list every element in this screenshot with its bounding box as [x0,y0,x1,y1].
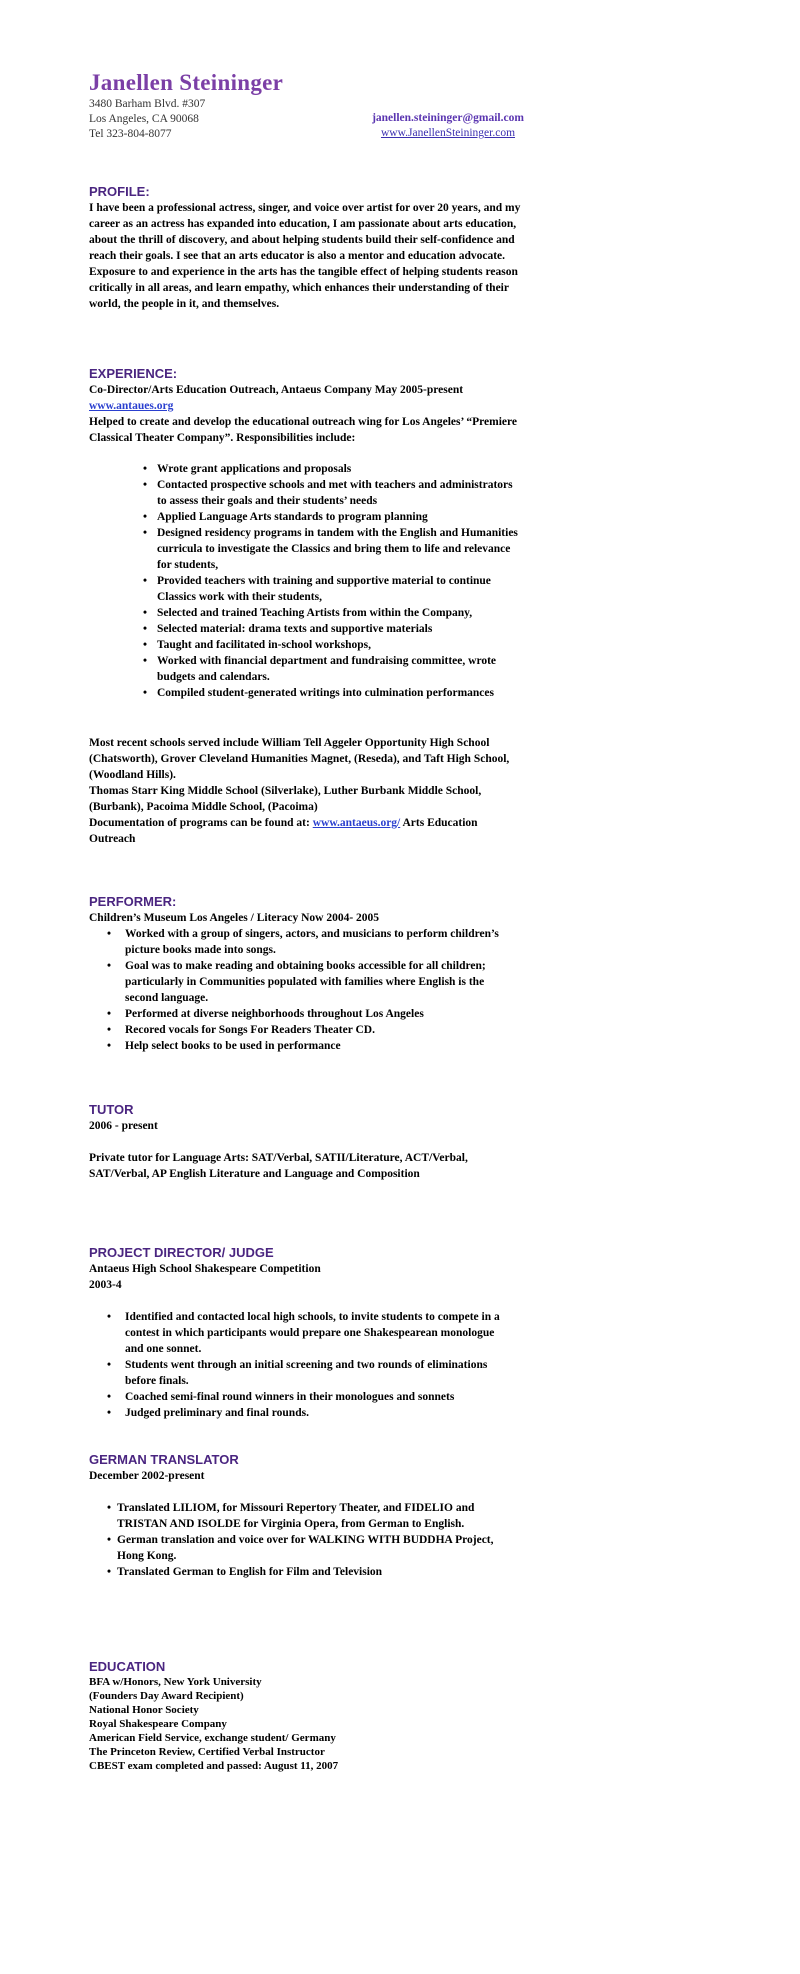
schools-block [89,735,519,847]
translator-block [89,1468,529,1484]
education-line: Royal Shakespeare Company [89,1718,227,1730]
bullet-icon: • [143,527,148,539]
list-item: • Worked with a group of singers, actors, and musicians to perform children’s picture books made into songs. [107,928,499,956]
bullet-icon: • [143,463,148,475]
translator-dates: December 2002-present [89,1470,205,1482]
antaeus-org-link[interactable]: www.antaeus.org/ [312,817,401,829]
performer-role: Children’s Museum Los Angeles / Literacy Now 2004- 2005 [89,912,380,924]
email-link[interactable]: janellen.steininger@gmail.com [372,112,524,124]
tutor-heading: TUTOR [89,1102,134,1117]
experience-heading: EXPERIENCE: [89,366,178,381]
translator-heading: GERMAN TRANSLATOR [89,1452,239,1467]
list-item: • Translated German to English for Film and Television [107,1566,383,1578]
experience-intro: Helped to create and develop the educational outreach wing for Los Angeles’ “Premiere Classical Theater Company”. Responsibilities include: [89,416,518,444]
performer-heading: PERFORMER: [89,894,177,909]
performer-list [107,926,517,1054]
list-item: • Recored vocals for Songs For Readers Theater CD. [107,1024,375,1036]
translator-list [107,1500,507,1580]
profile-heading: PROFILE: [89,184,150,199]
list-item: • German translation and voice over for WALKING WITH BUDDHA Project, Hong Kong. [107,1534,494,1562]
education-line: The Princeton Review, Certified Verbal Instructor [89,1746,325,1758]
bullet-icon: • [143,575,148,587]
bullet-icon: • [143,623,148,635]
education-line: CBEST exam completed and passed: August 11, 2007 [89,1760,339,1772]
education-line: American Field Service, exchange student/ Germany [89,1732,336,1744]
bullet-icon: • [143,479,148,491]
profile-text [89,200,531,312]
bullet-icon: • [107,1391,112,1403]
bullet-icon: • [107,1311,112,1323]
bullet-icon: • [107,1502,112,1514]
project-list [107,1309,507,1421]
bullet-icon: • [143,511,148,523]
antaeus-link[interactable]: www.antaues.org [89,400,174,412]
bullet-icon: • [107,1566,112,1578]
bullet-icon: • [143,655,148,667]
schools-high: Most recent schools served include William Tell Aggeler Opportunity High School (Chatsworth), Grover Cleveland Humanities Magnet, (Reseda), and Taft High School, (Woodland Hills). [89,737,510,781]
bullet-icon: • [107,1359,112,1371]
contact-online-block [363,111,533,141]
list-item: • Performed at diverse neighborhoods throughout Los Angeles [107,1008,424,1020]
list-item: • Students went through an initial screening and two rounds of eliminations before finals. [107,1359,488,1387]
project-block [89,1261,529,1293]
website-link[interactable]: www.JanellenSteininger.com [380,127,516,139]
experience-header-block [89,382,539,446]
tutor-description: Private tutor for Language Arts: SAT/Verbal, SATII/Literature, ACT/Verbal, SAT/Verbal, AP English Literature and Language and Composition [89,1152,468,1180]
list-item: • Judged preliminary and final rounds. [107,1407,309,1419]
list-item: • Provided teachers with training and supportive material to continue Classics work with their students, [143,575,491,603]
list-item: • Applied Language Arts standards to program planning [143,511,428,523]
education-heading: EDUCATION [89,1659,166,1674]
bullet-icon: • [143,639,148,651]
bullet-icon: • [107,928,112,940]
bullet-icon: • [143,687,148,699]
list-item: • Selected material: drama texts and supportive materials [143,623,433,635]
experience-responsibilities-list [143,461,523,701]
education-block [89,1675,529,1773]
list-item: • Help select books to be used in performance [107,1040,341,1052]
phone-number: Tel 323-804-8077 [89,128,172,140]
bullet-icon: • [107,1024,112,1036]
bullet-icon: • [107,1534,112,1546]
list-item: • Worked with financial department and fundraising committee, wrote budgets and calendars. [143,655,497,683]
education-line: National Honor Society [89,1704,199,1716]
bullet-icon: • [107,960,112,972]
tutor-dates: 2006 - present [89,1120,158,1132]
project-role: Antaeus High School Shakespeare Competition [89,1263,321,1275]
tutor-block [89,1118,529,1182]
list-item: • Wrote grant applications and proposals [143,463,352,475]
documentation-line: Documentation of programs can be found at: www.antaeus.org/ Arts Education Outreach [89,817,478,845]
address-line-1: 3480 Barham Blvd. #307 [89,98,206,110]
list-item: • Translated LILIOM, for Missouri Repertory Theater, and FIDELIO and TRISTAN AND ISOLDE for Virginia Opera, from German to English. [107,1502,475,1530]
project-dates: 2003-4 [89,1279,122,1291]
list-item: • Coached semi-final round winners in their monologues and sonnets [107,1391,455,1403]
bullet-icon: • [107,1407,112,1419]
list-item: • Identified and contacted local high schools, to invite students to compete in a contest in which participants would prepare one Shakespearean monologue and one sonnet. [107,1311,500,1355]
bullet-icon: • [107,1008,112,1020]
bullet-icon: • [107,1040,112,1052]
address-line-2: Los Angeles, CA 90068 [89,113,199,125]
education-line: (Founders Day Award Recipient) [89,1690,244,1702]
experience-role: Co-Director/Arts Education Outreach, Antaeus Company May 2005-present [89,384,464,396]
profile-paragraph: I have been a professional actress, singer, and voice over artist for over 20 years, and my career as an actress has expanded into education, I am passionate about arts education, about the thrill of discovery, and about helping students build their self-confidence and reach their goals. I see that an arts educator is also a mentor and education advocate. Exposure to and experience in the arts has the tangible effect of helping students reason critically in all areas, and learn empathy, which enhances their understanding of their world, the people in it, and themselves. [89,202,521,310]
contact-address-block [89,97,205,142]
list-item: • Goal was to make reading and obtaining books accessible for all children; particularly in Communities populated with families where English is the second language. [107,960,486,1004]
bullet-icon: • [143,607,148,619]
performer-role-block [89,910,529,926]
education-line: BFA w/Honors, New York University [89,1676,262,1688]
list-item: • Selected and trained Teaching Artists from within the Company, [143,607,473,619]
list-item: • Contacted prospective schools and met with teachers and administrators to assess their goals and their students’ needs [143,479,513,507]
applicant-name: Janellen Steininger [89,70,284,95]
list-item: • Designed residency programs in tandem with the English and Humanities curricula to investigate the Classics and bring them to life and relevance for students, [143,527,518,571]
schools-middle: Thomas Starr King Middle School (Silverlake), Luther Burbank Middle School, (Burbank), Pacoima Middle School, (Pacoima) [89,785,482,813]
list-item: • Taught and facilitated in-school workshops, [143,639,371,651]
list-item: • Compiled student-generated writings into culmination performances [143,687,494,699]
project-heading: PROJECT DIRECTOR/ JUDGE [89,1245,274,1260]
